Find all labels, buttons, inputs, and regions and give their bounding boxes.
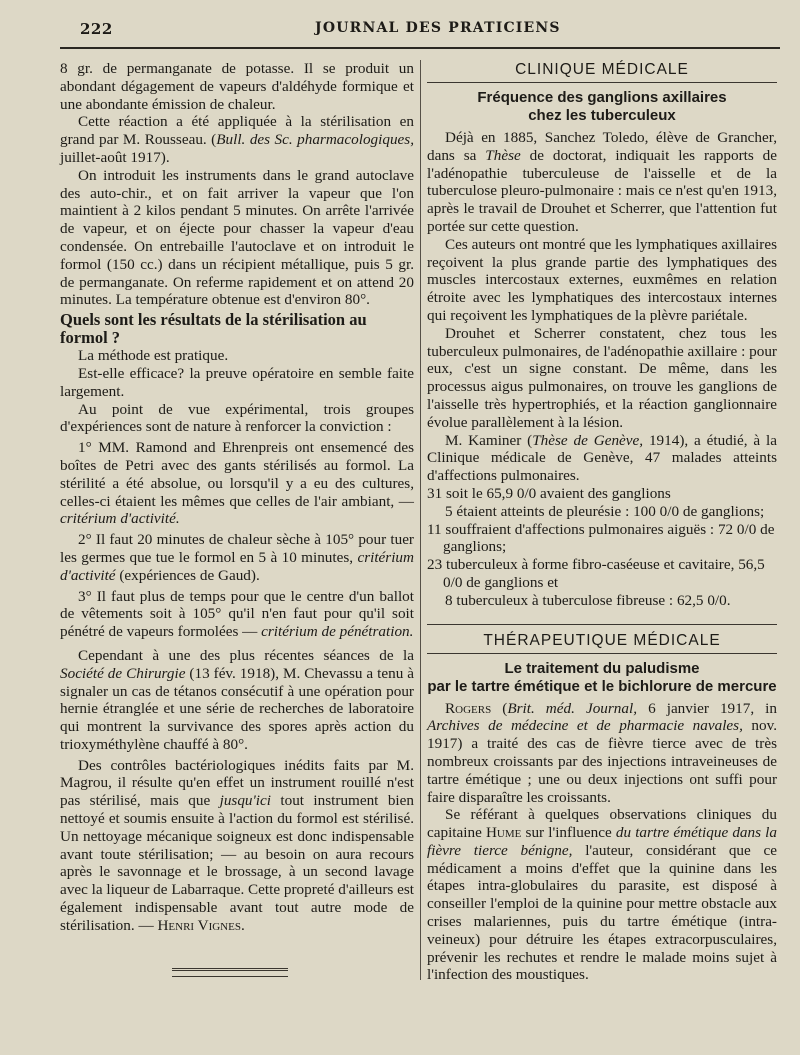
paragraph: Rogers (Brit. méd. Journal, 6 janvier 1917, in Archives de médecine et de pharmacie navales, nov. 1917) a traité des cas de fièvre tierce avec de très nombreux croissants par des injections intraveineuses de tartre émétique ; une ou deux injections ont suffi pour faire disparaître les croissants. bbox=[427, 699, 777, 806]
paragraph: Cette réaction a été appliquée à la stérilisation en grand par M. Rousseau. (Bull. des Sc. pharmacologiques, juillet-août 1917). bbox=[60, 113, 414, 166]
citation: critérium d'activité. bbox=[60, 510, 180, 528]
paragraph: M. Kaminer (Thèse de Genève, 1914), a étudié, à la Clinique médicale de Genève, 47 malades atteints d'affections pulmonaires. bbox=[427, 431, 778, 485]
citation: Thèse bbox=[485, 146, 521, 164]
paragraph: Se référant à quelques observations cliniques du capitaine Hume sur l'influence du tartre émétique dans la fièvre tierce bénigne, l'auteur, considérant que ce médicament a moins d'effet que la quinine dans les étapes intra-globulaires du parasite, est disposé à conseiller l'emploi de la quinine pour mettre obstacle aux crises malariennes, puis du tartre émétique (intra-veineux) pour détruire les étapes extracorpusculaires, prévenir les rechutes et rendre le malade moins sujet à l'infection des moustiques. bbox=[427, 806, 777, 984]
paragraph: Drouhet et Scherrer constatent, chez tous les tuberculeux pulmonaires, de l'adénopathie axillaire : pour eux, c'est un signe constant. De même, dans les processus aigus pulmonaires, on trouve les ganglions de l'aisselle très hypertrophiés, et la réaction ganglionnaire évolue parallèlement à la lésion. bbox=[427, 324, 777, 431]
list-item: 31 soit le 65,9 0/0 avaient des ganglions bbox=[427, 484, 671, 502]
citation: critérium d'activité bbox=[60, 548, 414, 584]
citation: Brit. méd. Journal, bbox=[507, 699, 638, 717]
paragraph: Cependant à une des plus récentes séances de la Société de Chirurgie (13 fév. 1918), M. Chevassu a tenu à signaler un cas de tétanos consécutif à une opération pour hernie étranglée et une série de recherches de laboratoire qui montrent la survivance des spores après action du trioxyméthylène chauffé à 80°. bbox=[60, 646, 414, 753]
paragraph: Déjà en 1885, Sanchez Toledo, élève de Grancher, dans sa Thèse de doctorat, indiquait les rapports de l'adénopathie tuberculeuse de l'aisselle et de la tuberculose pleuro-pulmonaire : mais ce n'est qu'en 1913, après le travail de Drouhet et Scherrer, que l'attention fut portée sur cette question. bbox=[427, 129, 777, 235]
paragraph: Ces auteurs ont montré que les lymphatiques axillaires reçoivent la plus grande partie des lymphatiques des muscles intercostaux externes, euxmêmes en relation étroite avec les lymphatiques des intercostaux internes qui reçoivent les lymphatiques de la plèvre pariétale. bbox=[427, 235, 777, 324]
citation: Thèse de Genève, bbox=[532, 431, 644, 449]
right-column bbox=[427, 60, 777, 984]
paragraph: 8 gr. de permanganate de potasse. Il se produit un abondant dégagement de vapeurs d'aldéhyde formique et une abondante émission de chaleur. bbox=[60, 60, 414, 113]
list-item: 5 étaient atteints de pleurésie : 100 0/0 de ganglions; bbox=[445, 502, 765, 520]
section-title: CLINIQUE MÉDICALE bbox=[515, 61, 689, 78]
paragraph: 1° MM. Ramond and Ehrenpreis ont ensemencé des boîtes de Petri avec des gants stérilisés au formol. La stérilité a été absolue, ou lorsqu'il y a eu des cultures, celles-ci étaient les mêmes que celles de l'air ambiant, — critérium d'activité. bbox=[60, 439, 414, 528]
section-therapeutique bbox=[427, 624, 777, 985]
column-divider bbox=[420, 60, 421, 980]
article-title: Fréquence des ganglions axillaires chez les tuberculeux bbox=[477, 89, 727, 124]
citation: Société de Chirurgie bbox=[60, 664, 186, 682]
citation: Archives de médecine et de pharmacie navales, bbox=[427, 717, 743, 735]
left-column bbox=[60, 60, 414, 935]
section-title: THÉRAPEUTIQUE MÉDICALE bbox=[483, 631, 721, 649]
journal-title: JOURNAL DES PRATICIENS bbox=[315, 20, 561, 36]
author-signature: Henri Vignes. bbox=[157, 916, 245, 934]
list-item: 11 souffraient d'affections pulmonaires aiguës : 72 0/0 de ganglions; bbox=[427, 520, 775, 556]
end-rule bbox=[172, 968, 288, 969]
statistics-list bbox=[427, 485, 777, 610]
paragraph: 3° Il faut plus de temps pour que le centre d'un ballot de vêtements soit à 105° qu'il n'en faut pour qu'il soit pénétré de vapeurs formolées — critérium de pénétration. bbox=[60, 587, 414, 641]
list-item: 8 tuberculeux à tuberculose fibreuse : 62,5 0/0. bbox=[445, 591, 731, 609]
page-header bbox=[0, 20, 800, 44]
author-name: Hume bbox=[485, 824, 522, 842]
paragraph: On introduit les instruments dans le grand autoclave des auto-chir., et on fait arriver la vapeur que l'on maintient à 2 kilos pendant 5 minutes. On arrête l'arrivée de vapeur, et on éjecte pour chasser la vapeur d'eau condensée. On entrebaille l'autoclave et on introduit le formol (150 cc.) dans un récipient métallique, puis 5 gr. de permanganate. On referme rapidement et on attend 20 minutes. La température obtenue est d'environ 80°. bbox=[60, 166, 414, 309]
author-name: Rogers bbox=[445, 699, 492, 717]
section-subheading: Quels sont les résultats de la stérilisation au formol ? bbox=[60, 310, 367, 348]
section-rule bbox=[427, 624, 777, 625]
citation: jusqu'ici bbox=[219, 792, 271, 810]
paragraph: Est-elle efficace? la preuve opératoire en semble faite largement. bbox=[60, 364, 414, 400]
paragraph: La méthode est pratique. bbox=[78, 347, 229, 365]
citation: du tartre émétique dans la fièvre tierce bénigne, bbox=[427, 824, 777, 859]
paragraph: Au point de vue expérimental, trois groupes d'expériences sont de nature à renforcer la conviction : bbox=[60, 400, 414, 436]
section-rule bbox=[427, 82, 777, 83]
end-rule bbox=[172, 970, 288, 977]
section-rule bbox=[427, 653, 777, 654]
article-title: Le traitement du paludisme par le tartre émétique et le bichlorure de mercure bbox=[427, 659, 777, 695]
page-number: 222 bbox=[80, 20, 113, 38]
paragraph: Des contrôles bactériologiques inédits faits par M. Magrou, il résulte qu'en effet un instrument rouillé n'est pas stérilisé, mais que jusqu'ici tout instrument bien nettoyé et soumis ensuite à l'action du formol est stérilisé. Un nettoyage mécanique soigneux est donc indispensable avant toute stérilisation; — au besoin on aura recours après le savonnage et le brossage, à un second lavage avec la liqueur de Labarraque. Cette propreté d'ailleurs est également indispensable avant tout autre mode de stérilisation. — Henri Vignes. bbox=[60, 756, 414, 934]
header-rule bbox=[60, 47, 780, 49]
list-item: 23 tuberculeux à forme fibro-caséeuse et cavitaire, 56,5 0/0 de ganglions et bbox=[427, 556, 765, 591]
citation: critérium de pénétration. bbox=[261, 623, 414, 641]
paragraph: 2° Il faut 20 minutes de chaleur sèche à 105° pour tuer les germes que tue le formol en 5 à 10 minutes, critérium d'activité (expériences de Gaud). bbox=[60, 531, 414, 584]
citation: Bull. des Sc. pharmacologiques, bbox=[216, 131, 414, 149]
